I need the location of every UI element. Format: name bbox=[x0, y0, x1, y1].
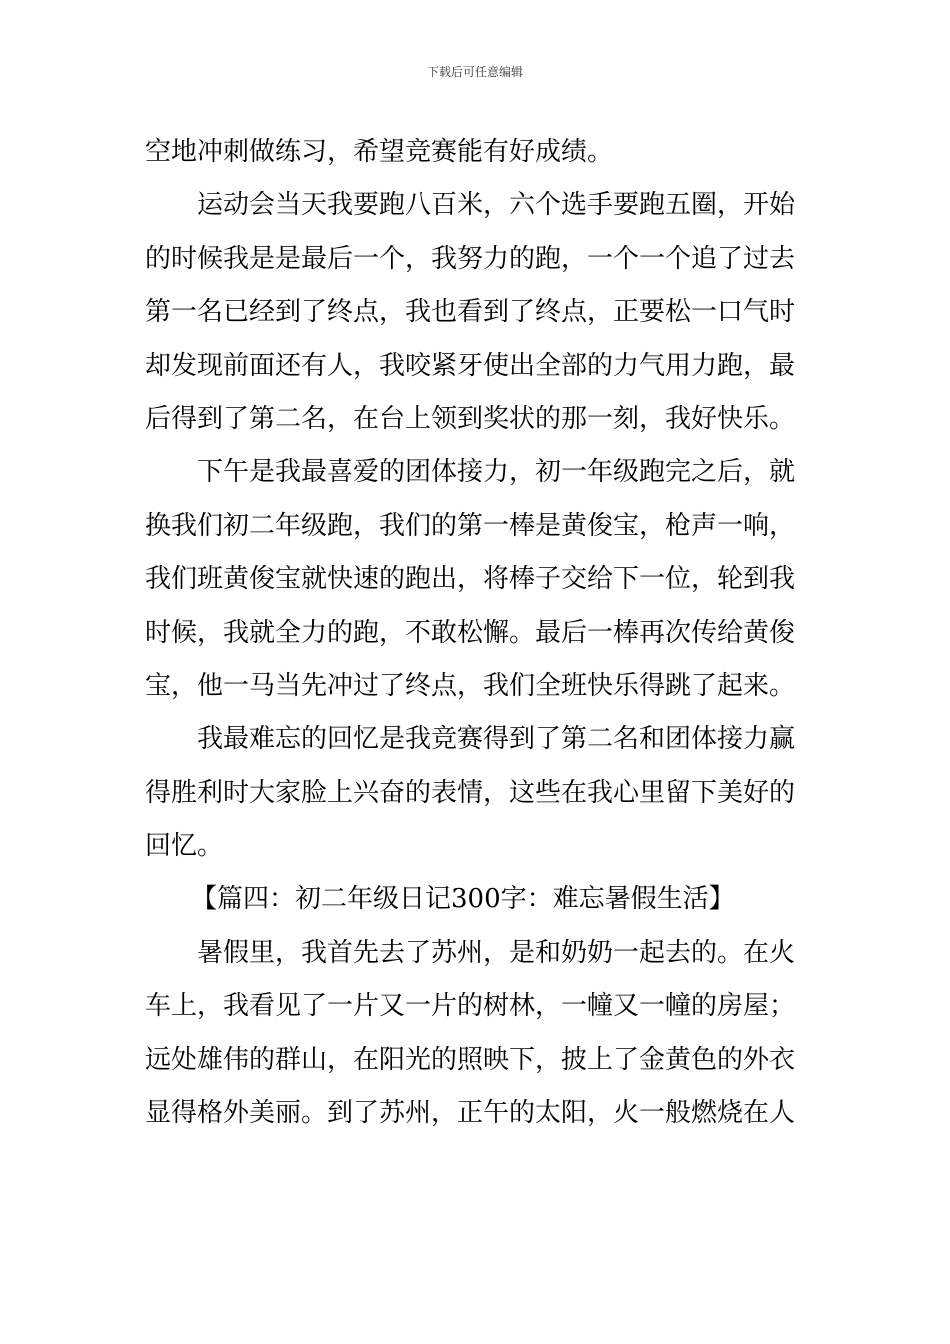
text-line: 我最难忘的回忆是我竞赛得到了第二名和团体接力赢 bbox=[197, 724, 796, 755]
text-line: 时候，我就全力的跑，不敢松懈。最后一棒再次传给黄俊 bbox=[145, 617, 796, 648]
text-line: 暑假里，我首先去了苏州，是和奶奶一起去的。在火 bbox=[197, 937, 796, 968]
text-line: 的时候我是是最后一个，我努力的跑，一个一个追了过去 bbox=[145, 243, 796, 274]
text-line: 后得到了第二名，在台上领到奖状的那一刻，我好快乐。 bbox=[145, 403, 796, 434]
text-line: 换我们初二年级跑，我们的第一棒是黄俊宝，枪声一响， bbox=[145, 510, 796, 541]
page-header-note: 下载后可任意编辑 bbox=[426, 65, 523, 79]
document-body bbox=[145, 126, 825, 1140]
text-line: 远处雄伟的群山，在阳光的照映下，披上了金黄色的外衣 bbox=[145, 1044, 796, 1075]
text-line: 空地冲刺做练习，希望竞赛能有好成绩。 bbox=[145, 137, 614, 167]
text-line: 却发现前面还有人，我咬紧牙使出全部的力气用力跑，最 bbox=[145, 350, 796, 381]
text-line: 宝，他一马当先冲过了终点，我们全班快乐得跳了起来。 bbox=[145, 670, 796, 701]
text-line: 得胜利时大家脸上兴奋的表情，这些在我心里留下美好的 bbox=[145, 777, 796, 808]
text-line: 显得格外美丽。到了苏州，正午的太阳，火一般燃烧在人 bbox=[145, 1098, 796, 1129]
text-line: 运动会当天我要跑八百米，六个选手要跑五圈，开始 bbox=[197, 190, 796, 221]
section-heading: 【篇四：初二年级日记300字：难忘暑假生活】 bbox=[191, 884, 735, 915]
text-line: 回忆。 bbox=[145, 831, 224, 862]
text-line: 第一名已经到了终点，我也看到了终点，正要松一口气时 bbox=[145, 297, 796, 328]
text-line: 下午是我最喜爱的团体接力，初一年级跑完之后，就 bbox=[197, 457, 796, 488]
text-line: 车上，我看见了一片又一片的树林，一幢又一幢的房屋； bbox=[145, 991, 796, 1022]
text-line: 我们班黄俊宝就快速的跑出，将棒子交给下一位，轮到我 bbox=[145, 564, 796, 595]
